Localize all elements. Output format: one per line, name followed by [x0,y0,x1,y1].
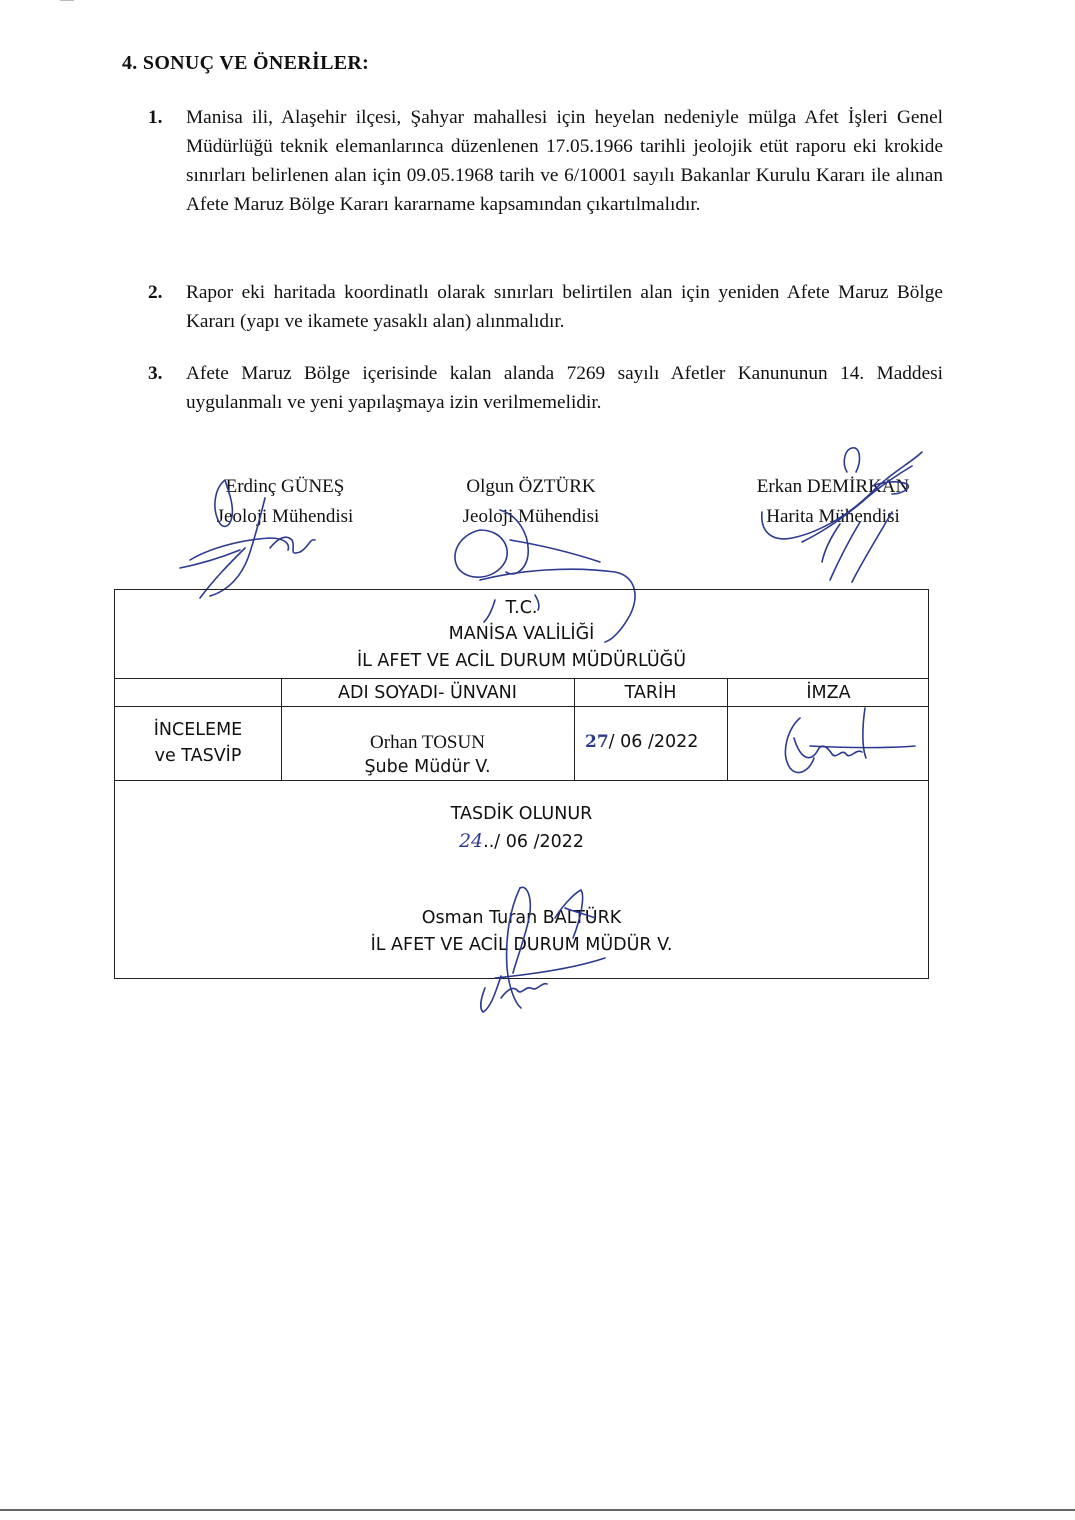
page-bottom-edge [0,1509,1075,1511]
approval-day-handwritten: 24 [458,830,484,852]
scan-mark [60,0,74,1]
column-header-signature: İMZA [806,683,851,703]
recommendation-item [148,278,943,336]
recommendation-item [148,103,943,219]
column-header-name: ADI SOYADI- ÜNVANI [338,683,517,703]
section-heading: 4. SONUÇ VE ÖNERİLER: [122,52,370,74]
signature-erkan-demirkan [752,442,942,592]
row-label-review: İNCELEME [153,720,243,740]
item-text: Afete Maruz Bölge içerisinde kalan alanda 7269 sayılı Afetler Kanununun 14. Maddesi uygulanmalı ve yeni yapılaşmaya izin verilmemelidir. [186,363,943,413]
signer-title: Jeoloji Mühendisi [462,506,600,527]
header-directorate: İL AFET VE ACİL DURUM MÜDÜRLÜĞÜ [356,651,687,671]
recommendation-item [148,359,943,417]
approver-name: Osman Turan BALTÜRK [421,908,622,928]
reviewer-title: Şube Müdür V. [364,757,491,777]
approval-date-rest: ../ 06 /2022 [483,832,585,852]
header-governorship: MANİSA VALİLİĞİ [448,624,595,644]
review-date-rest: / 06 /2022 [608,732,699,752]
reviewer-name: Orhan TOSUN [370,732,485,753]
signature-orhan-tosun [770,698,920,788]
signer-name: Erdinç GÜNEŞ [225,476,345,497]
review-date [585,732,698,752]
item-number: 1. [148,107,163,128]
item-text: Manisa ili, Alaşehir ilçesi, Şahyar mahallesi için heyelan nedeniyle mülga Afet İşleri Genel Müdürlüğü teknik elemanlarınca düzenlenen 17.05.1966 tarihli jeolojik etüt raporu eki krokide sınırları belirlenen alan için 09.05.1968 tarih ve 6/10001 sayılı Bakanlar Kurulu Kararı ile alınan Afete Maruz Bölge Kararı kararname kapsamından çıkartılmalıdır. [186,107,943,215]
approver-title: İL AFET VE ACİL DURUM MÜDÜR V. [370,935,673,955]
signer-name: Erkan DEMİRKAN [756,476,910,497]
header-tc: T.C. [505,598,538,618]
item-number: 3. [148,363,163,384]
signer-title: Harita Mühendisi [766,506,900,527]
approval-status: TASDİK OLUNUR [450,804,593,824]
item-number: 2. [148,282,163,303]
column-header-date: TARİH [624,683,677,703]
table-divider [115,678,928,679]
signature-osman-turan-balturk [455,878,645,1018]
row-label-approval: ve TASVİP [154,746,242,766]
signer-title: Jeoloji Mühendisi [216,506,354,527]
item-text: Rapor eki haritada koordinatlı olarak sınırları belirtilen alan için yeniden Afete Maruz Bölge Kararı (yapı ve ikamete yasaklı alan) alınmalıdır. [186,282,943,332]
review-day-handwritten: 27 [585,732,609,752]
approval-date [115,830,928,852]
signer-name: Olgun ÖZTÜRK [466,476,596,497]
